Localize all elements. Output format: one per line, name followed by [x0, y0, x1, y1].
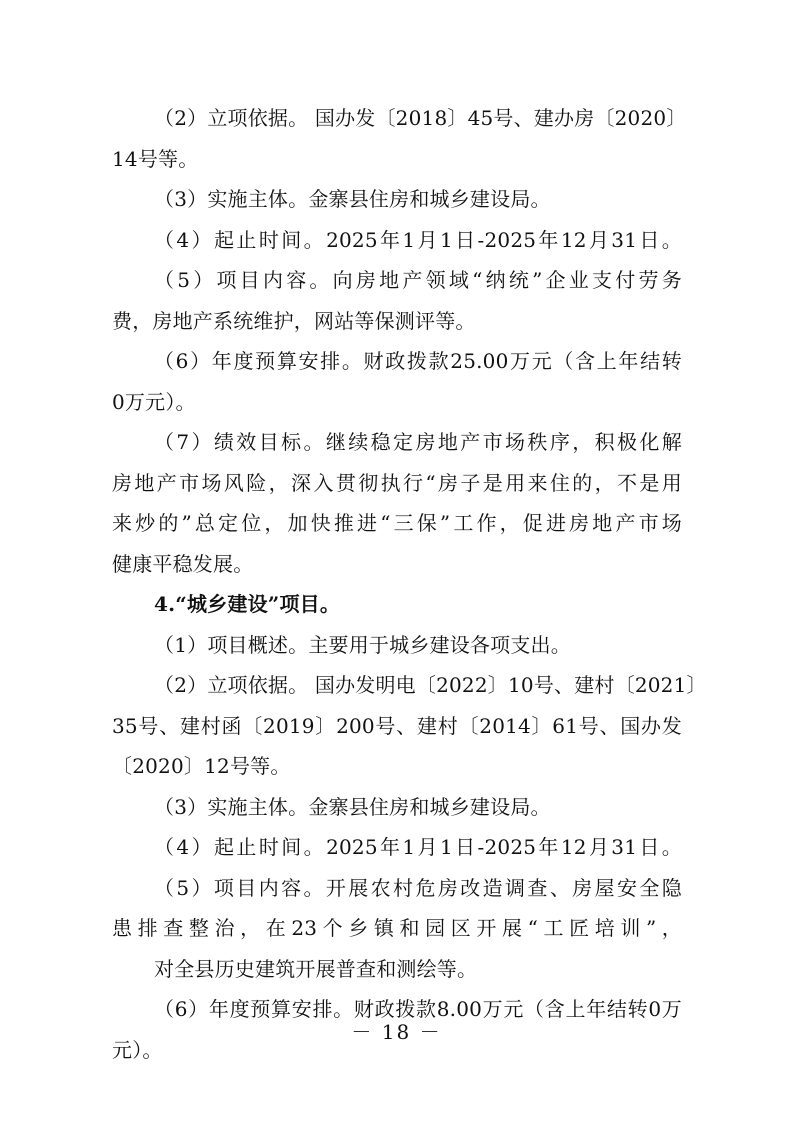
- paragraph-line: （2）立项依据。 国办发〔2018〕45号、建办房〔2020〕: [154, 106, 687, 130]
- paragraph-line: 35号、建村函〔2019〕200号、建村〔2014〕61号、国办发: [112, 713, 682, 738]
- paragraph-line: （5）项目内容。开展农村危房改造调查、房屋安全隐: [154, 875, 682, 900]
- paragraph-line: （3）实施主体。金寨县住房和城乡建设局。: [154, 187, 551, 211]
- paragraph-line: 〔2020〕12号等。: [112, 754, 291, 778]
- paragraph-line: （2）立项依据。 国办发明电〔2022〕10号、建村〔2021〕: [154, 673, 707, 697]
- paragraph-line: （4）起止时间。2025年1月1日-2025年12月31日。: [154, 835, 682, 859]
- paragraph-line: （7）绩效目标。继续稳定房地产市场秩序，积极化解: [154, 430, 682, 454]
- page-body: [112, 98, 707, 1070]
- paragraph-line: 患排查整治，在23个乡镇和园区开展“工匠培训”，: [112, 916, 682, 940]
- paragraph-line: 14号等。: [112, 146, 199, 171]
- paragraph-line: （6）年度预算安排。财政拨款25.00万元（含上年结转: [154, 349, 682, 373]
- paragraph-line: 来炒的”总定位，加快推进“三保”工作，促进房地产市场: [112, 511, 682, 535]
- paragraph-line: （4）起止时间。2025年1月1日-2025年12月31日。: [154, 227, 682, 252]
- paragraph-line: （6）年度预算安排。财政拨款8.00万元（含上年结转0万: [154, 997, 682, 1021]
- paragraph-line: （5）项目内容。向房地产领域“纳统”企业支付劳务: [154, 268, 682, 292]
- paragraph-line: 费，房地产系统维护，网站等保测评等。: [112, 308, 476, 333]
- paragraph-line: 对全县历史建筑开展普查和测绘等。: [154, 956, 478, 981]
- paragraph-line: （3）实施主体。金寨县住房和城乡建设局。: [154, 794, 551, 819]
- paragraph-line: 房地产市场风险，深入贯彻执行“房子是用来住的，不是用: [112, 470, 682, 495]
- paragraph-line: 健康平稳发展。: [112, 551, 254, 576]
- section-heading: 4.“城乡建设”项目。: [154, 592, 341, 616]
- paragraph-line: （1）项目概述。主要用于城乡建设各项支出。: [154, 632, 571, 657]
- paragraph-line: 元）。: [112, 1037, 163, 1062]
- page-number: － 18 －: [351, 1020, 442, 1044]
- paragraph-line: 0万元）。: [112, 389, 196, 414]
